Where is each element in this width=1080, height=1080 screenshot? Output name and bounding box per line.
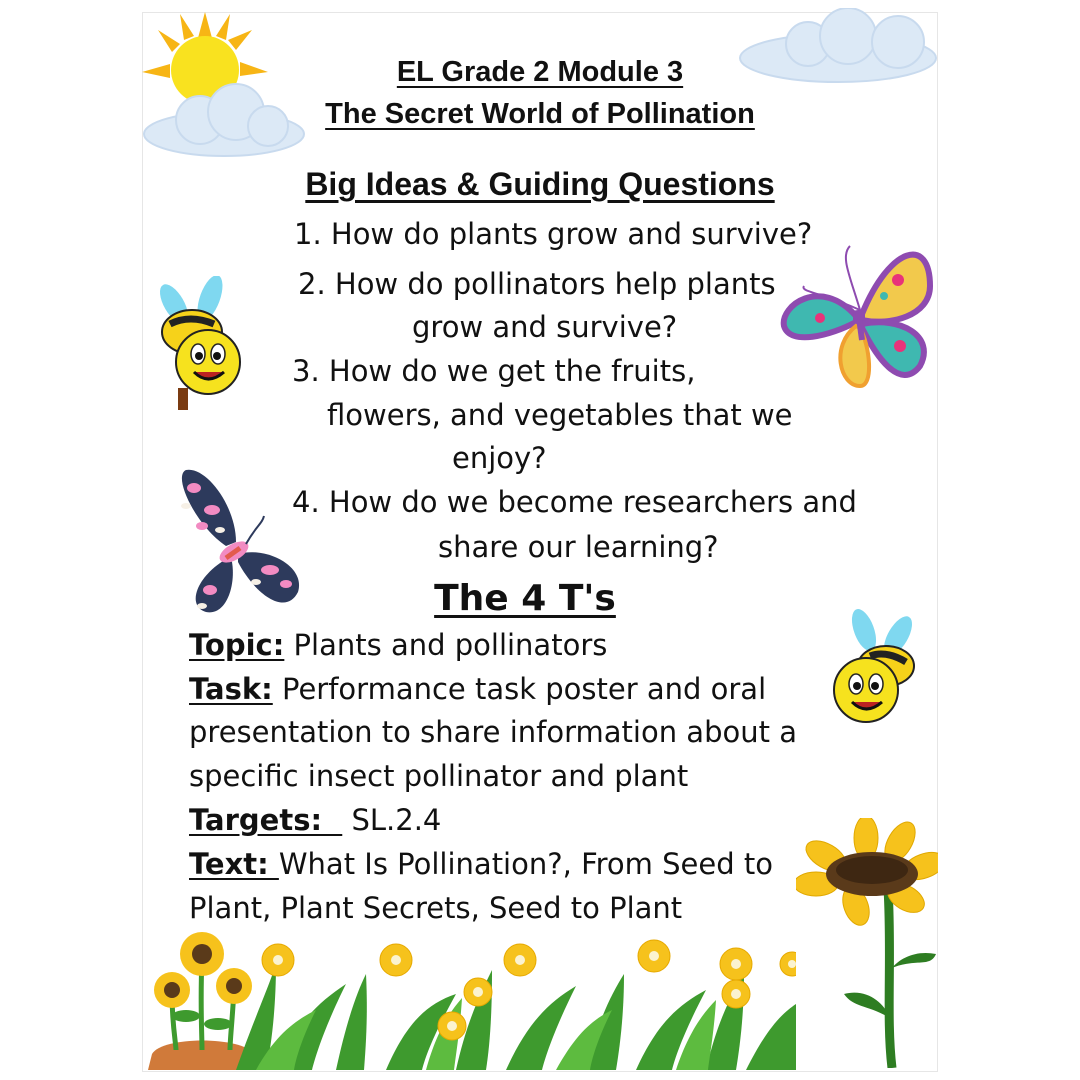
- question-line: 3. How do we get the fruits,: [292, 354, 696, 388]
- question-line: 1. How do plants grow and survive?: [294, 217, 813, 251]
- question-line: enjoy?: [452, 441, 547, 475]
- targets-row: [189, 798, 441, 842]
- task-row: [189, 667, 766, 711]
- question-line: 4. How do we become researchers and: [292, 485, 857, 519]
- topic-row: [189, 623, 607, 667]
- targets-label: Targets:: [189, 803, 343, 837]
- question-line: grow and survive?: [412, 310, 678, 344]
- butterfly-icon: [780, 236, 940, 396]
- module-title: EL Grade 2 Module 3: [396, 56, 684, 88]
- module-subtitle: The Secret World of Pollination: [325, 98, 755, 130]
- sunflower-icon: [796, 818, 938, 1068]
- topic-text: Plants and pollinators: [284, 628, 608, 662]
- bee-icon: [152, 276, 250, 416]
- text-label: Text:: [189, 847, 279, 881]
- question-line: 2. How do pollinators help plants: [298, 267, 776, 301]
- text-titles: What Is Pollination?, From Seed to: [278, 847, 773, 881]
- question-line: flowers, and vegetables that we: [327, 398, 793, 432]
- bee-icon: [826, 604, 926, 734]
- text-row: [189, 842, 773, 886]
- text-titles-line: Plant, Plant Secrets, Seed to Plant: [189, 891, 683, 925]
- topic-label: Topic:: [189, 628, 285, 662]
- question-line: share our learning?: [438, 530, 719, 564]
- task-text-line: presentation to share information about a: [189, 715, 797, 749]
- task-text-line: specific insect pollinator and plant: [189, 759, 689, 793]
- four-ts-heading: The 4 T's: [434, 578, 616, 619]
- task-label: Task:: [189, 672, 273, 706]
- task-text: Performance task poster and oral: [272, 672, 767, 706]
- targets-text: SL.2.4: [342, 803, 442, 837]
- section-heading: Big Ideas & Guiding Questions: [305, 166, 775, 202]
- grass-border-icon: [236, 934, 796, 1070]
